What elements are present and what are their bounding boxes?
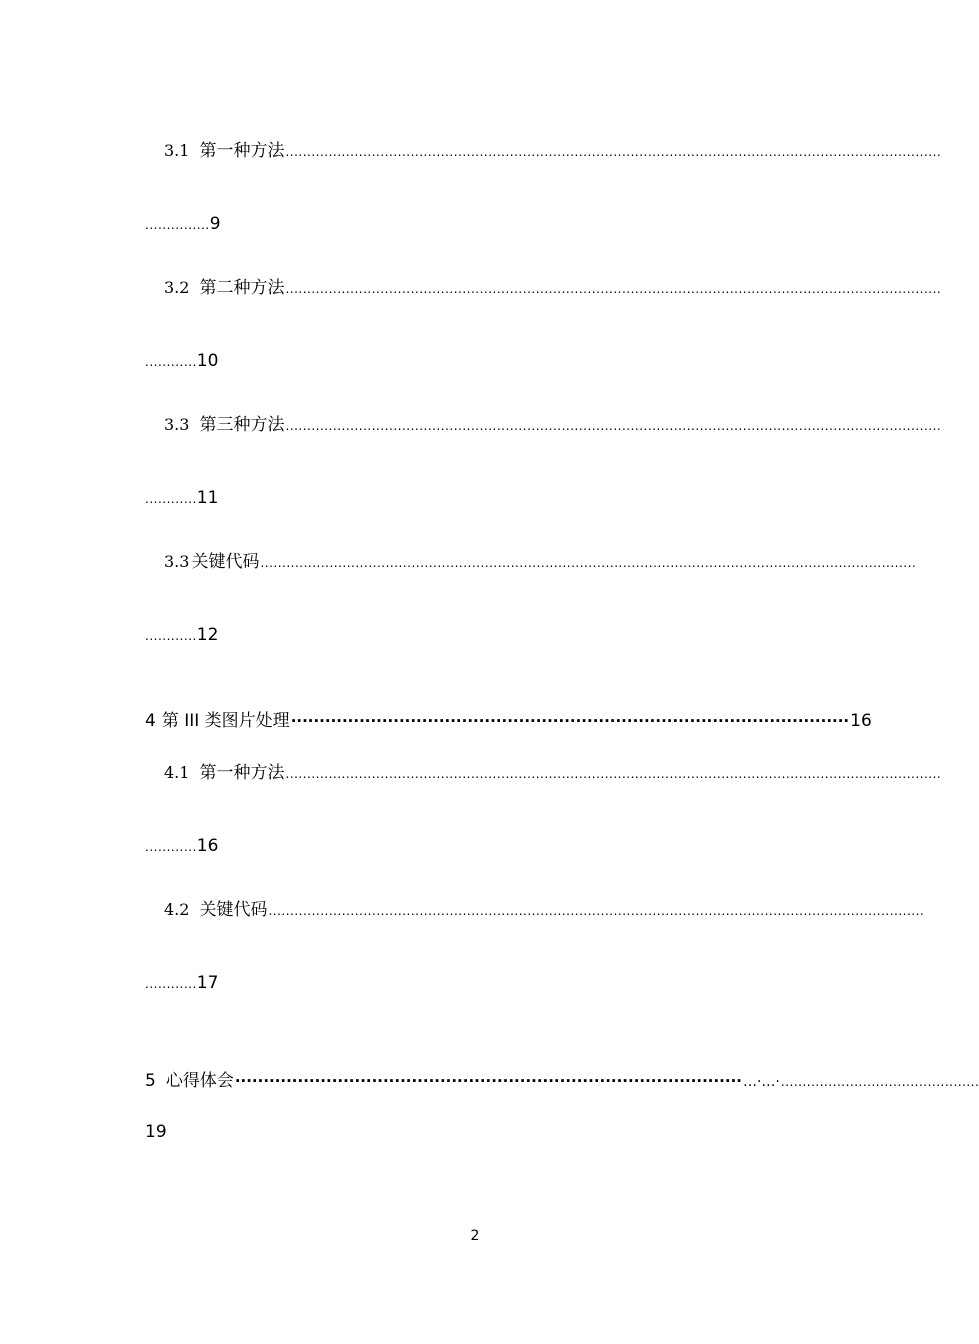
toc-page-number: 16 [850,711,872,731]
toc-title: 关键代码 [199,900,268,920]
toc-leader-dots: ............ [145,492,197,506]
toc-entry-5-continuation [145,1119,167,1145]
toc-leader-dots: ........................................................................................................................................................ [268,904,925,918]
toc-page-number: 12 [196,625,219,645]
toc-leader-dots: ........................................................................................................................................................ [285,145,942,159]
toc-entry-3-3-key-code-continuation [145,622,218,648]
toc-title: 关键代码 [191,552,260,572]
footer-page-number: 2 [470,1228,480,1244]
toc-entry-3-2[interactable] [145,275,942,301]
toc-leader-dots: ............ [145,977,197,991]
toc-number: 4 [145,711,156,731]
toc-entry-3-1-continuation [145,211,221,237]
toc-entry-3-2-continuation [145,348,218,374]
toc-page-number: 16 [196,836,219,856]
toc-leader-dots: ........................................................................................................................................................ [285,767,942,781]
toc-leader-dots: .............................................. [780,1075,979,1089]
toc-title: 第一种方法 [199,763,285,783]
toc-entry-4[interactable] [145,708,872,734]
toc-entry-4-2[interactable] [145,897,925,923]
toc-leader-dots: ............ [145,840,197,854]
toc-number: 3.2 [164,278,190,297]
toc-page-number: 9 [209,214,221,234]
toc-page-number: 10 [196,351,219,371]
toc-entry-4-1-continuation [145,833,218,859]
toc-leader-dots: ........................................................................................................................................................ [260,556,917,570]
toc-page-number: 19 [145,1122,167,1142]
toc-entry-3-3[interactable] [145,412,942,438]
toc-leader-dots: …·…· [742,1074,780,1090]
toc-title: 心得体会 [165,1071,234,1091]
toc-entry-3-3-continuation [145,485,218,511]
toc-leader-dots: ························································································· [234,1072,742,1090]
toc-number: 5 [145,1071,156,1091]
toc-number: 3.1 [164,141,190,160]
toc-leader-dots: ·································································································· [290,712,850,730]
toc-title: 第 III 类图片处理 [161,711,290,731]
toc-title: 第三种方法 [199,415,285,435]
toc-entry-5[interactable] [145,1068,979,1094]
toc-entry-4-2-continuation [145,970,218,996]
toc-entry-3-1[interactable] [145,138,942,164]
toc-entry-4-1[interactable] [145,760,942,786]
toc-number: 3.3 [164,552,190,571]
toc-page-number: 11 [196,488,219,508]
toc-number: 4.1 [164,763,190,782]
toc-number: 3.3 [164,415,190,434]
toc-leader-dots: ............ [145,629,197,643]
toc-page-number: 17 [196,973,219,993]
toc-title: 第一种方法 [199,141,285,161]
toc-leader-dots: ........................................................................................................................................................ [285,419,942,433]
toc-number: 4.2 [164,900,190,919]
toc-leader-dots: ............ [145,355,197,369]
toc-title: 第二种方法 [199,278,285,298]
toc-leader-dots: ............... [145,218,210,232]
toc-entry-3-3-key-code[interactable] [145,549,917,575]
toc-leader-dots: ........................................................................................................................................................ [285,282,942,296]
